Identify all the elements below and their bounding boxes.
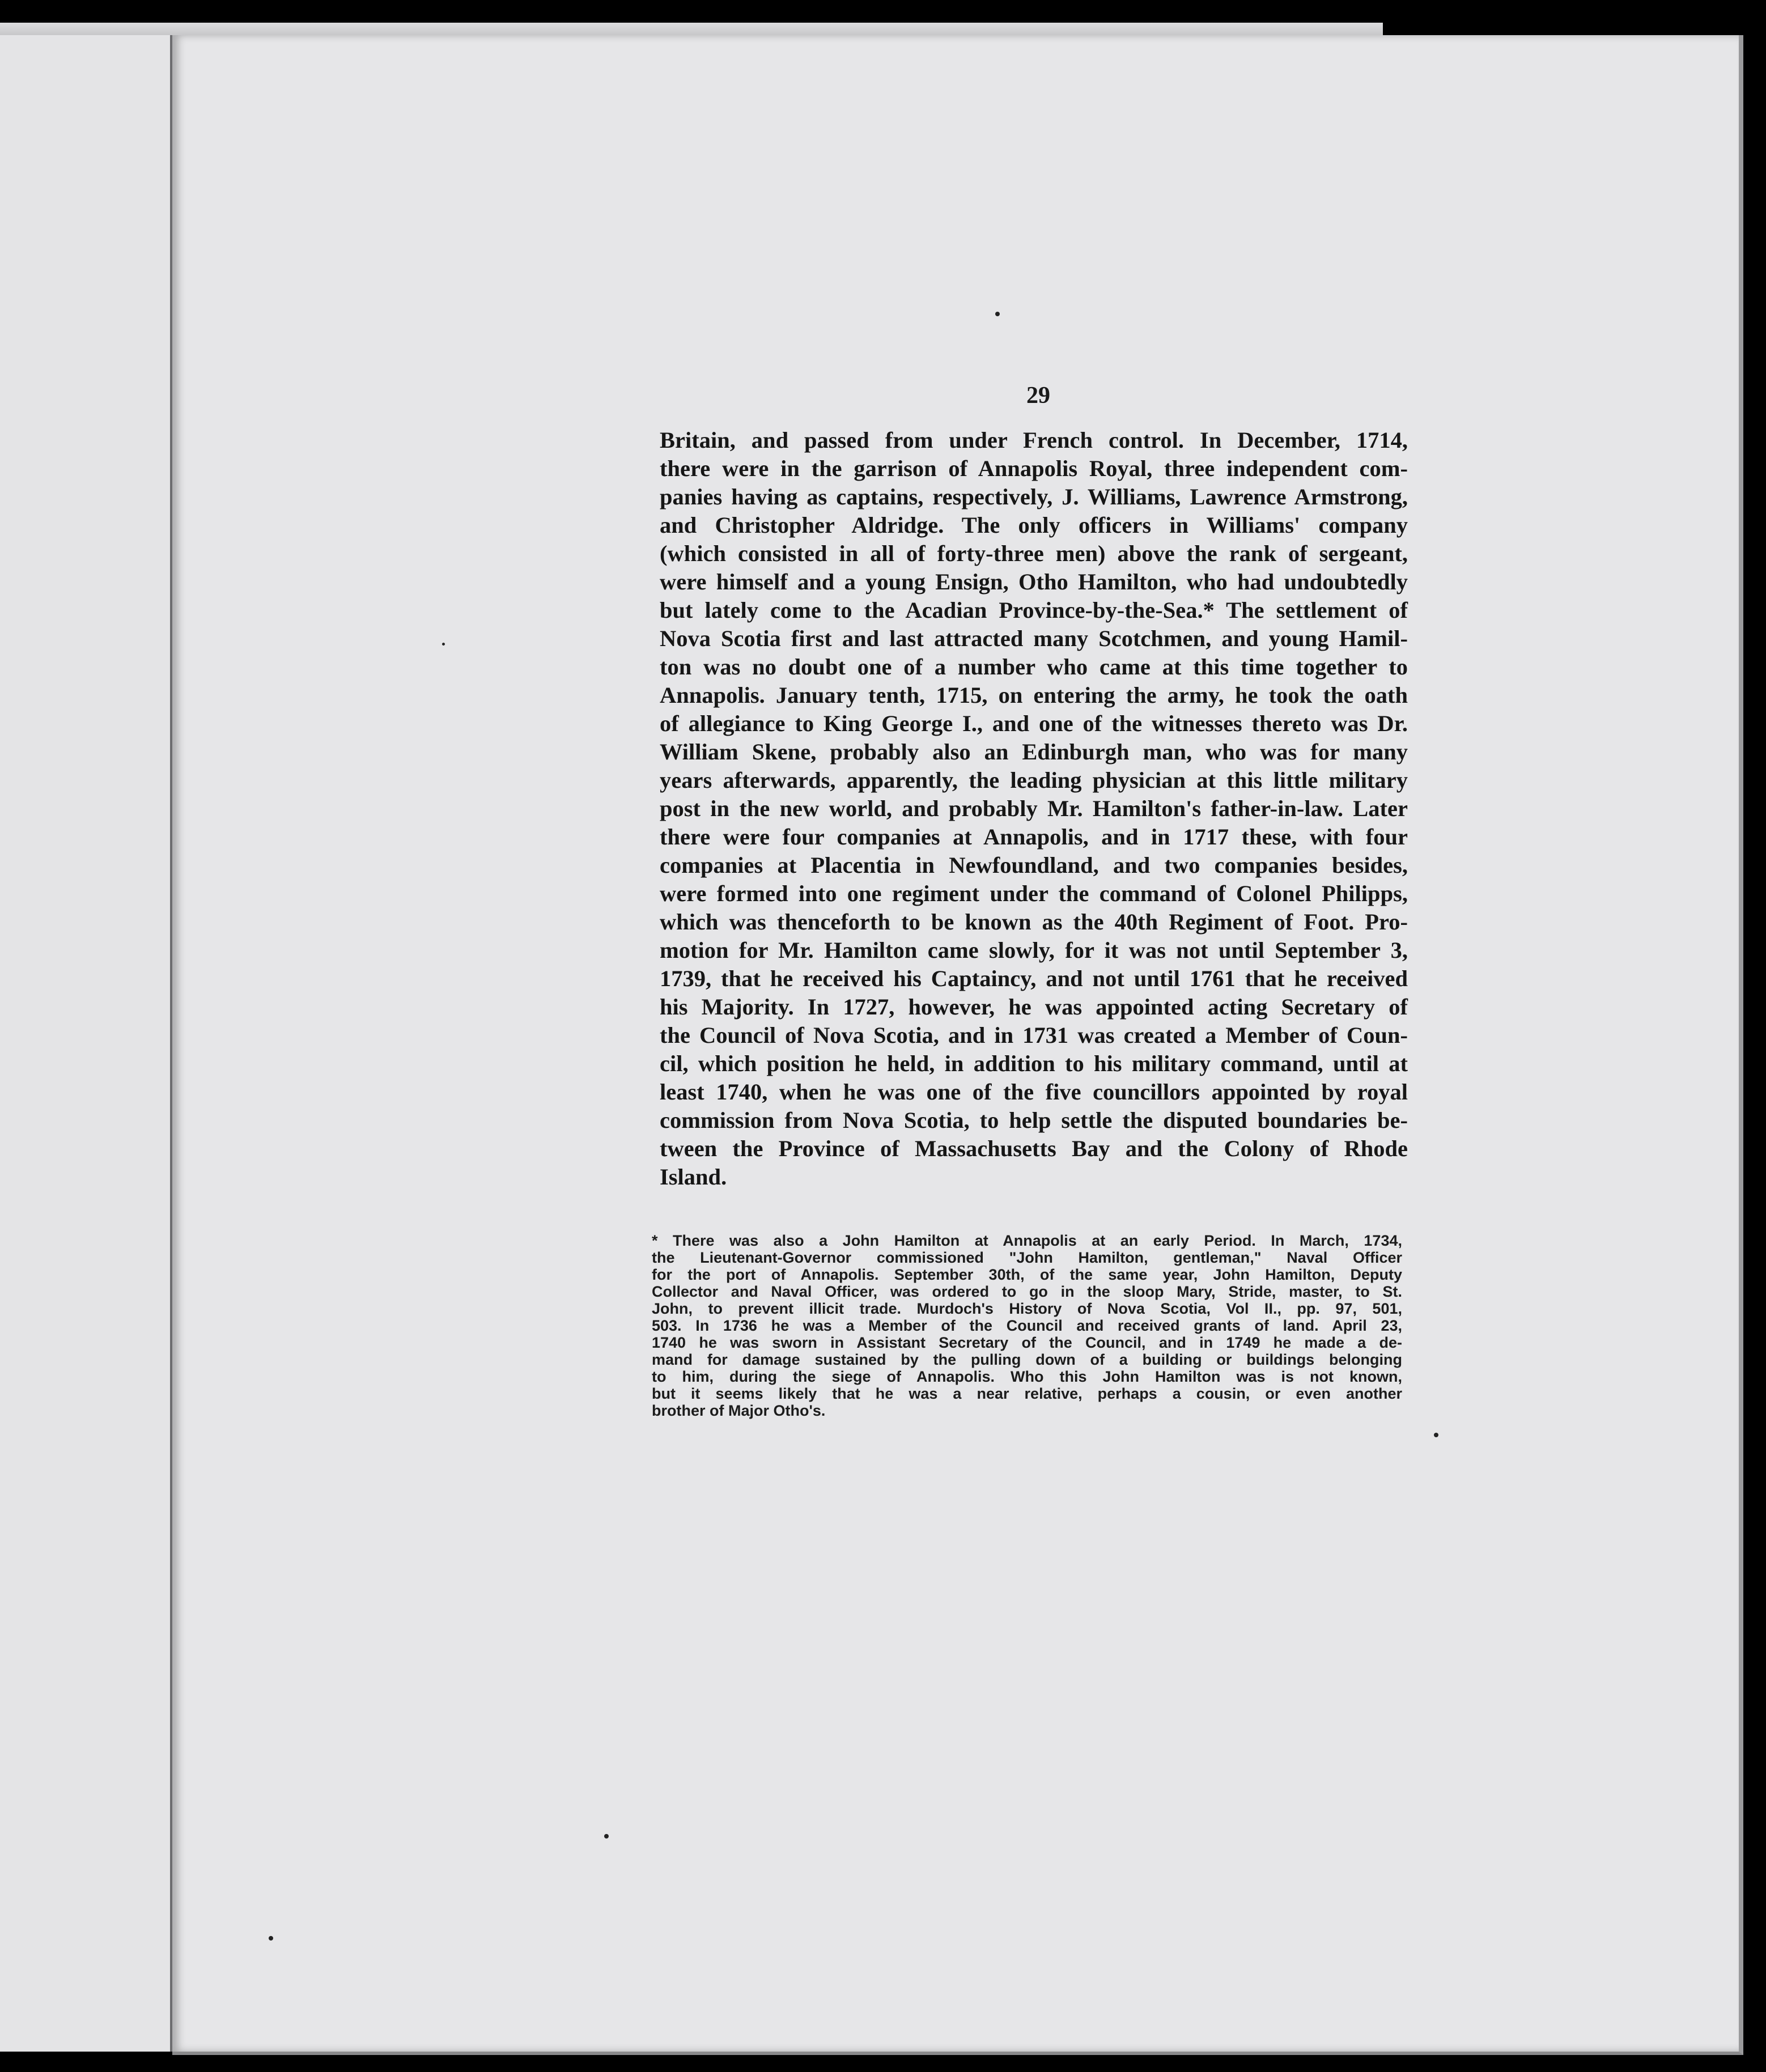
body-line: years afterwards, apparently, the leading physician at this little military xyxy=(660,767,1408,793)
body-line: of allegiance to King George I., and one of the witnesses thereto was Dr. xyxy=(660,711,1408,736)
footnote-line: 503. In 1736 he was a Member of the Council and received grants of land. April 23, xyxy=(652,1317,1402,1334)
body-line: Annapolis. January tenth, 1715, on entering the army, he took the oath xyxy=(660,682,1408,708)
footnote-line: mand for damage sustained by the pulling down of a building or buildings belonging xyxy=(652,1351,1402,1368)
body-line: Nova Scotia first and last attracted many Scotchmen, and young Hamil- xyxy=(660,626,1408,651)
body-line: commission from Nova Scotia, to help settle the disputed boundaries be- xyxy=(660,1107,1408,1133)
scan-speck xyxy=(1434,1433,1438,1437)
body-line: William Skene, probably also an Edinburgh man, who was for many xyxy=(660,739,1408,765)
scan-speck xyxy=(269,1936,273,1941)
footnote-line: for the port of Annapolis. September 30th, of the same year, John Hamilton, Deputy xyxy=(652,1266,1402,1283)
top-page-edge xyxy=(0,23,1383,35)
body-line: there were four companies at Annapolis, and in 1717 these, with four xyxy=(660,824,1408,850)
body-line: companies at Placentia in Newfoundland, and two companies besides, xyxy=(660,852,1408,878)
body-line: cil, which position he held, in addition to his military command, until at xyxy=(660,1051,1408,1076)
book-page xyxy=(172,35,1743,2055)
body-line: (which consisted in all of forty-three men) above the rank of sergeant, xyxy=(660,541,1408,566)
body-line: and Christopher Aldridge. The only officers in Williams' company xyxy=(660,512,1408,538)
scan-speck xyxy=(604,1834,609,1839)
footnote-line: the Lieutenant-Governor commissioned "John Hamilton, gentleman," Naval Officer xyxy=(652,1249,1402,1266)
footnote xyxy=(652,1232,1402,1419)
footnote-line: but it seems likely that he was a near relative, perhaps a cousin, or even another xyxy=(652,1385,1402,1402)
body-line: Britain, and passed from under French control. In December, 1714, xyxy=(660,427,1408,453)
body-line: ton was no doubt one of a number who came at this time together to xyxy=(660,654,1408,680)
body-line: tween the Province of Massachusetts Bay and the Colony of Rhode xyxy=(660,1136,1408,1161)
page-number: 29 xyxy=(1026,383,1050,409)
body-line: motion for Mr. Hamilton came slowly, for it was not until September 3, xyxy=(660,937,1408,963)
body-line: Island. xyxy=(660,1164,727,1190)
footnote-line: * There was also a John Hamilton at Annapolis at an early Period. In March, 1734, xyxy=(652,1232,1402,1249)
footnote-line: brother of Major Otho's. xyxy=(652,1402,826,1419)
body-line: but lately come to the Acadian Province-by-the-Sea.* The settlement of xyxy=(660,597,1408,623)
body-line: 1739, that he received his Captaincy, and not until 1761 that he received xyxy=(660,966,1408,991)
scan-speck xyxy=(995,312,1000,316)
footnote-line: 1740 he was sworn in Assistant Secretary of the Council, and in 1749 he made a de- xyxy=(652,1334,1402,1351)
body-line: were himself and a young Ensign, Otho Hamilton, who had undoubtedly xyxy=(660,569,1408,595)
footnote-line: John, to prevent illicit trade. Murdoch's History of Nova Scotia, Vol II., pp. 97, 501, xyxy=(652,1300,1402,1317)
scan-speck xyxy=(442,643,445,646)
body-line: the Council of Nova Scotia, and in 1731 was created a Member of Coun- xyxy=(660,1022,1408,1048)
body-line: post in the new world, and probably Mr. Hamilton's father-in-law. Later xyxy=(660,796,1408,821)
body-paragraph xyxy=(660,426,1408,1191)
body-line: were formed into one regiment under the command of Colonel Philipps, xyxy=(660,881,1408,906)
body-line: panies having as captains, respectively, J. Williams, Lawrence Armstrong, xyxy=(660,484,1408,509)
footnote-line: to him, during the siege of Annapolis. Who this John Hamilton was is not known, xyxy=(652,1368,1402,1385)
body-line: his Majority. In 1727, however, he was appointed acting Secretary of xyxy=(660,994,1408,1020)
body-line: which was thenceforth to be known as the 40th Regiment of Foot. Pro- xyxy=(660,909,1408,935)
footnote-line: Collector and Naval Officer, was ordered to go in the sloop Mary, Stride, master, to St. xyxy=(652,1283,1402,1300)
body-line: there were in the garrison of Annapolis Royal, three independent com- xyxy=(660,456,1408,481)
facing-page-edge xyxy=(0,35,172,2052)
body-line: least 1740, when he was one of the five councillors appointed by royal xyxy=(660,1079,1408,1105)
